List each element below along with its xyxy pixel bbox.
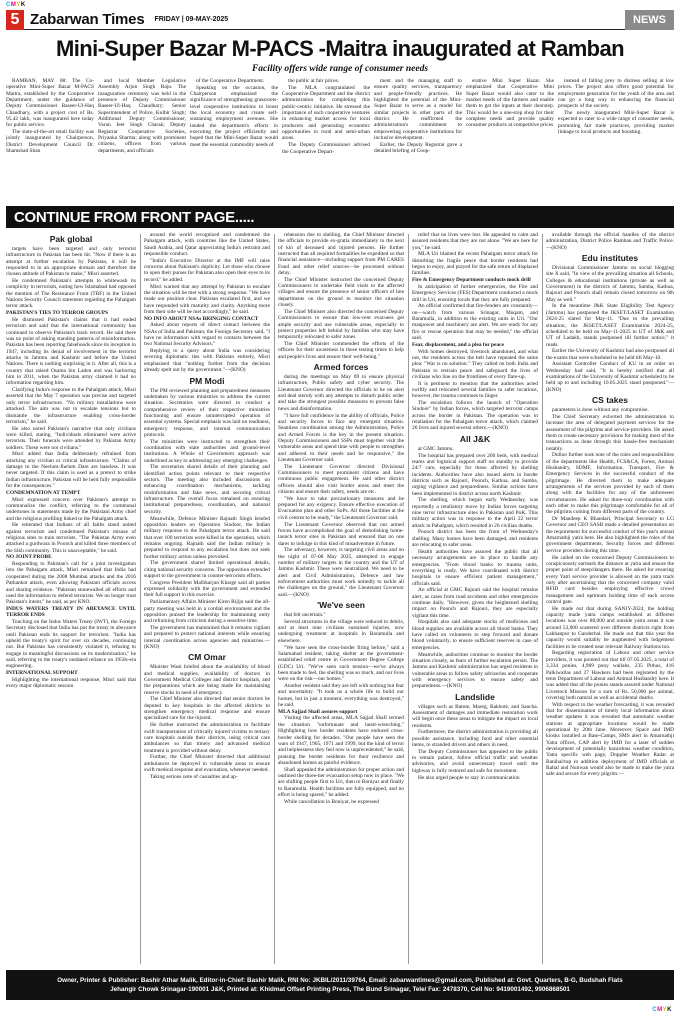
page-number: 5 <box>6 10 24 30</box>
imprint-line-2: Jehangir Chowk Srinagar-190001 J&K, Printed at: Khidmat Offset Printing Press, The Bund Srinagar, Tele/ Fax: 2478370, Cell No: 9419001492, 9906868501 <box>110 986 570 993</box>
continued-column-1: Pak global targets have been targeted and only terrorist infrastructure in Pakistan has been hit. "Now if there is an attempt at further escalation by Pakistan, it will be responded to in an appropriate domain and therefore the chosen attitude of Pakistan to make," Misri asserted. He condemned Pakistan's attempts to whitewash its complicity in terrorism, noting how Islamabad had opposed the mention of The Resistance Front (TRF) in the United Nations Security Council statement regarding the Pahalgam terror attack. PAKISTAN'S TIES TO TERROR GROUPS He dismissed Pakistan's claims that it had ended terrorism and said that the international community has continued to observe Pakistan's track record. He said there was no point of asking standing patterns of misinformation. Pakistan has been reporting falsehoods since its inception in 1947, including its denial of involvement in the terrorist attacks in Jammu and Kashmir and before the United Nations. There is nothing surprising in it. After all, this is a country that raised Osama bin Laden and was harboring him in 2011, when the Pakistan army claimed it had no information regarding him. Clarifying India's response to the Pahalgam attack, Misri asserted that the May 7 operation was precise and targeted only terror infrastructure. "No military installations were attacked. The aim was not to escalate tensions but to dismantle the infrastructure enabling cross-border terrorism," he said. He also noted Pakistan's narrative that only civilians were killed, stating, "Individuals eliminated were active terrorists. Their funerals were attended by Pakistan Army soldiers. These were not civilians." Misri added that India deliberately refrained from attacking any civilian or critical infrastructure. "Claims of damage to the Neelum-Jhelum Dam are baseless. It was never targeted. If this claim is used as a pretext to strike Indian infrastructure, Pakistan will be held fully responsible for the consequences." CONDEMNATION AT TEMPT Misri expressed concern over Pakistan's attempt to communalize the conflict, referring to the communal undertones in statements made by the Pakistani Army chief and the religious profiling linked to the Pahalgam attack. He reiterated that Indians of all faiths stand united against terrorism and condemned Pakistan's misuse of religious sites to train terrorists. "The Pakistan Army even attacked a gurdwara in Poonch and killed three members of the Sikh community. This is unacceptable," he said. NO JOINT PROBE Responding to Pakistan's call for a joint investigation into the Pahalgam attack, Misri remarked that India had cooperated during the 2008 Mumbai attacks and the 2016 Pathankot attack, even allowing Pakistani officials access and sharing evidence. "Pakistan stonewalled all efforts and used the information to defend terrorists. We no longer trust Pakistan's intent," he said, as per KNO. INDUS WATERS TREATY IN ABEYANCE UNTIL TERROR ENDS Touching on the Indus Waters Treaty (IWT), the Foreign Secretary disclosed that India has put the treaty in abeyance until Pakistan ends its support for terrorism. "India has upheld the treaty's spirit for over six decades, continuing not. But Pakistan has consistently violated it, refusing to engage in meaningful discussions on its modernization," he said, referring to the treaty's outdated reliance on 1950s-era engineering. INTERNATIONAL SUPPORT Highlighting the international response, Misri said that every major diplomatic session <box>6 234 136 690</box>
lead-subhead: Facility offers wide range of consumer needs <box>251 64 429 74</box>
story-heading-landslide: Landslide <box>455 691 495 702</box>
lead-column-2: and local Member Legislative Assembly Arjun Singh Raju. The inauguration ceremony was held in the presence of Deputy Commissioner Baseer-Ul-Haq Chaudhary; Senior Superintendent of Police, Kulbir Singh; Additional Deputy Commissioner, Varun Jeet Singh Charak; Deputy Registrar Cooperative Societies, Priyanka Sharma; along with prominent citizens, officers from various departments, and officials <box>98 78 186 154</box>
lead-column-5: ment and the managing staff to ensure quality services, transparency and people-friendly practices. He highlighted the potential of the Mini-Super Bazar to serve as a model for similar projects in other parts of the district. He reaffirmed the administration's commitment to empowering cooperative institutions for inclusive development. Earlier, the Deputy Registrar gave a detailed briefing of Coop- <box>374 78 462 155</box>
continued-column-2: around the world recognized and condemned the Pahalgam attack, with countries like the United States, Saudi Arabia, and Qatar appreciating India's restraint and responsible conduct. "India's Executive Director at the IMF will raise concerns about Pakistan's duplicity. Let those who choose to open their purses for Pakistan also open their eyes to its record," he added. Misri warned that any attempt by Pakistan to escalate the situation will be met with a strong response. "We have made our position clear. Pakistan escalated first, and we have responded with maturity and clarity. Anything more from their side will be met accordingly," he said. NO INFO ABOUT NSAs BRINGING CONTACT Asked about reports of direct contact between the NSAs of India and Pakistan, the Foreign Secretary said, "I have no information with regard to contacts between the two National Security Advisors." Replying to a query about India was considering severing diplomatic ties with Pakistan entirely, Misri emphasised that "nothing further from the decision already spelt out by the government."—(KNO) PM Modi The PM reviewed planning and preparedness measures undertaken by various ministries to address the current situation. Secretaries were directed to conduct a comprehensive review of their respective ministries functioning and ensure uninterrupted operation of essential systems. Special emphasis was laid on readiness, emergency response, and internal communication protocols. The ministries were instructed to strengthen their coordination with state authorities and ground-level institutions. A Whole of Government approach was underlined as key to addressing any emerging challenges. The secretaries shared details of their planning and identified action points relevant to their respective sectors. The meeting also included discussions on enhancing coordination mechanisms, tackling misinformation and fake news, and securing critical infrastructure. The overall focus remained on ensuring institutional preparedness, coordination, and national security. Meanwhile, Defence Minister Rajnath Singh briefed opposition leaders on Operation Sindoor, the Indian military response to the Pahalgam terror attack. He said that over 100 terrorists were killed in the operation, which remains ongoing. Rajnath said the Indian military is prepared to respond to any escalation but does not seek further military action unless provoked. The government shared limited operational details, citing national security concerns. The opposition extended support to the government in counter-terrorism efforts. Congress President Mallikarjun Kharge said all parties expressed solidarity with the government and extended their full support in this exercise. Parliamentary Affairs Minister Kiren Rijiju said the all-party meeting was held in a cordial environment and the opposition praised the leadership for maintaining unity and refraining from criticism during a sensitive time. The government has maintained that it remains vigilant and prepared to protect national interests while ensuring internal coordination across agencies and ministries.—(KNO) CM Omar Minister Wani briefed about the availability of blood and medical supplies, availability of doctors in Government Medical Colleges and district hospitals, and the preparations which are being made for maintaining reserve stocks in need of emergency. The Chief Minister also directed that senior doctors be deputed to key hospitals in the affected districts to strengthen emergency medical response and ensure specialized care for the injured. He further instructed the administration to facilitate swift transportation of critically injured victims to tertiary care hospitals outside their districts, using critical care ambulances so that timely and advanced medical treatment is provided without delay. Further, the Chief Minister directed that additional ambulances be deployed in vulnerable areas to ensure swift medical response and evacuation, whenever needed. Taking serious note of casualties and ap- <box>144 232 270 780</box>
lead-column-7: instead of falling prey to distress selling at low prices. The project also offers good potential for employment generation for the youth of the area and can go a long way in enhancing the financial prospects of the society. The newly inaugurated Mini-Super Bazar is expected to cater to a wide range of consumer needs, promoting fair trade practices, providing market linkage to local products and boosting. <box>558 78 674 136</box>
continued-column-4: relief that no lives were lost. He appealed to calm and assured residents that they are not alone. "We are here for you," he said. MLA Uri blamed the recent Pahalgam terror attack for disturbing the fragile peace that border residents had begun to enjoy, and prayed for the safe return of displaced families. Fire & Emergency Department conducts mock drill In anticipation of further emergencies, the Fire and Emergency Services (FES) Department conducted a mock drill in Uri, ensuring locals that they are fully prepared. An official confirmed that fire-fenders are constantly—on—watch from various Srinagar, Muqam, and Baramulla, in addition to the existing units in Uri. "Our manpower and machinery are alert. We are ready for any fire or rescue operation that may be needed," the official said. Fear, displacement, and a plea for peace With homes destroyed, livestock abandoned, and what not, the residents across the belt have repeated the same plea: "War is no solution." They called on both India and Pakistan to restrain peace and safeguard the lives of civilians who line on the frontlines of every flare-up. It is pertinent to mention that the authorities acted swiftly and relocated several families to safer locations, however, the trauma continues to linger. The escalation follows the launch of "Operation Sindoor" by Indian forces, which targeted terrorist camps across the border in Pakistan. The operation was in retaliation for the Pahalgam terror attack, which claimed 26 lives and injured several others.—(KNO) All J&K at GMC Jammu. The hospital has prepared over 200 beds, with medical teams and logistical support staff on standby to provide 24/7 care, especially for those affected by shelling incidents. Authorities have also issued alerts in border districts such as Rajouri, Poonch, Kathua, and Samba, urging vigilance and preparedness. Similar actions have been implemented in district across north Kashmir. The shelling, which began early Wednesday, was reportedly a retaliatory move by Indian forces targeting nine terror infrastructure sites in Pakistan and PoK. This military action was in response to the April 22 terror attack in Pahalgam, which resulted in 26 civilian deaths. Poonch district has been the front of Wednesday's shelling. Many homes have been damaged, and residents are relocating to safer areas. Health authorities have assured the public that all necessary arrangements are in place to handle any emergencies. "From blood banks to trauma units, everything is ready. We have coordinated with district hospitals to ensure efficient patient management," officials said. An official at GMC Rajouri said the hospital remains alert, as cases from road accidents and other emergencies continue daily. "However, given the heightened shelling impact on Poonch and Rajouri, they are especially vigilant this time. Hospitals also said adequate stocks of medicines and blood supplies are available across all blood banks. They have called on volunteers to step forward and donate blood voluntarily, to ensure sufficient reserves in case of emergencies. Meanwhile, authorities continue to monitor the border situation closely, as fears of further escalation persist. The Jammu and Kashmir administration has urged residents in vulnerable areas to follow safety advisories and cooperate with emergency services to ensure safety and preparedness.—(KNO) Landslide villages such as Batote, Mareg, Bakhote, and Sancha. Assessment of damages and immediate restoration work will begin once these areas to mitigate the impact on local residents. Furthermore, the district administration is providing all possible assistance, including food and other essential items, to stranded drivers and others in need. The Deputy Commissioner has appealed to the public to remain patient, follow official traffic and weather advisories, and avoid unnecessary travel until the highway is fully restored and safe for movement. He also urged people to stay in communication <box>412 232 538 781</box>
lead-column-4: the public at fair prices. The MLA congratulated the Cooperative Department and the district administration for completing this public-centric initiative. He stressed the importance of such cooperative ventures in enhancing market access for local producers and generating economic opportunities in rural and semi-urban areas. The Deputy Commissioner advised the Cooperative Depart- <box>282 78 370 155</box>
section-tag: NEWS <box>625 10 674 30</box>
story-heading-cs-takes: CS takes <box>592 395 628 406</box>
lead-column-3: of the Cooperative Department. Speaking on the occasion, the Chairperson emphasized the significance of strengthening grassroots-level cooperative institutions to boost the local economy and create self-sustaining employment avenues. She lauded the department's efforts in executing the project efficiently and hoped that the Mini-Super Bazar would meet the essential commodity needs of <box>190 78 278 148</box>
print-marks-top: CMYK <box>6 2 26 8</box>
story-heading-pak-global: Pak global <box>49 234 93 244</box>
continued-column-3: rehension due to shelling, the Chief Minister directed the officials to provide ex-gratia immediately to the next of kin of deceased and injured persons. He further instructed that all required formalities be expedited so that financial assistance—including support from PM CARES Fund and other relief sources—be processed without delay. The Chief Minister instructed the concerned Deputy Commissioners to undertake field visits to the affected villages and ensure the presence of senior officers of line departments on the ground to monitor the situation closely. The Chief Minister also directed the concerned Deputy Commissioners to ensure that low-rent evacuees get ample security and use vulnerable areas, especially to protect properties left behind by families who may have temporarily relocated to safer zones. The Chief Minister commended the efforts of the officers for their awareness in these testing times to help and people's lives and ensure their well-being." Armed forces during the meetings on May 09 to ensure physical infrastructure, Public safety and cyber security. The Lieutenant Governor directed the officials to be on alert and deal sternly with any attempts to disturb public order and take the strongest possible measures to prevent false news and disinformation. "I have full confidence in the ability of officials, Police and security forces to face any emergent situation. Seamless coordination among the Administration, Police and Armed Forces is the key in the present situation. Deputy Commissioners and SSPs must together visit the vulnerable areas and spend time with people to strengthen and adhered to their needs and be responsive," the Lieutenant Governor said. The Lieutenant Governor directed Divisional Commissioners to meet prominent citizens and have continuous public engagement. He said other district officers should also visit border areas and meet the citizens and ensure their safety, needs are etc. "We have to take precautionary measures and be prepared for any exigency. Ensure effective execution of Evacuation plan and other SoPs. All those facilities at the civil centres to be ready," the Lieutenant Governor said. The Lieutenant Governor observed that our armed forces have accomplished the goal of demolishing home-launch terror sites in Pakistan and ensured that no one dares to indulge in this kind of misadventure in future. The adversary, however, is targeting civil areas and on the night of 07-08 May 2025, attempted to engage number of military targets in the country and the UT of Jammu Kashmir. These were neutralized. We need to be alert and Civil Administration, Defence and law enforcement authorities must work unitedly to tackle all the challenges on the ground," the Lieutenant Governor said.—(KNO) 'We've seen that felt uncertain." Several structures in the village were reduced to debris, and at least nine civilians sustained injuries, now undergoing treatment at hospitals in Baramulla and elsewhere. "We have seen the cross-border firing before," said a Salamabad resident, taking shelter at the government-established relief centre in Government Degree College (GDC) Uri. "We've seen such tension—we've always been made to feel, the shelling was so much, and our lives were on the risk—our homes." Another resident said they are left with nothing but fear and uncertainty. "It took us a whole life to build our homes, but in just a moment, everything was destroyed," he said. MLA Sajjad Shafi assures support Visiting the affected areas, MLA Sajjad Shafi termed the situation "unfortunate and heart-wrenching." Highlighting how border residents have endured cross-border shelling for decades. "Our people have seen the wars of 1947, 1965, 1971 and 1999, but the kind of terror and helplessness they feel now is unprecedented," he said, praising the border residents for their resilience and abandoned homes as painful evidence. Shafi appealed the administration for proper action and outlined the three-tier evacuation setup now in place. "We are shifting people first to Uri, then to Boniyar and finally to Baramulla. Health facilities are fully equipped, and no effort is being spared," he added. While cancellation in Boniyar, he expressed <box>278 232 404 805</box>
lead-column-6: erative Mini Super Bazar. She emphasized that Cooperative Mini Super Bazar would also cater to the market needs of the farmers and enable them to get the inputs at their doorstep. This would be a one-stop shop for their complete needs and provide quality consumer products at competitive prices <box>466 78 554 129</box>
lead-column-1: RAMBAN, MAY 08: The Co-operative Mini-Super Bazar M-PACS Maitra, established by the Cooperative Department, under the guidance of Deputy Commissioner Baseer-Ul-Haq Chaudhary, with a project cost of Rs. 95.42 lakh, was inaugurated here today for public service. The state-of-the-art retail facility was jointly inaugurated by Chairperson, District Development Council Dr. Shamshad Shan <box>6 78 94 155</box>
issue-date: FRIDAY | 09-MAY-2025 <box>154 16 229 23</box>
story-heading-edu-institutes: Edu institutes <box>581 253 639 264</box>
story-heading-all-jk: All J&K <box>459 433 491 444</box>
lead-headline: Mini-Super Bazar M-PACS -Maitra inaugurated at Ramban <box>56 36 624 61</box>
masthead <box>6 10 674 30</box>
story-heading-armed-forces: Armed forces <box>313 362 369 373</box>
paper-name: Zabarwan Times <box>30 11 145 28</box>
imprint-footer <box>6 970 674 1000</box>
imprint-line-1: Owner, Printer & Publisher: Bashir Athar Malik, Editor-in-Chief: Bashir Malik, RNI No: JKBIL/2011/39764, Email: zabarwantimes@gmail.com, Published at: Govt. Quarters, B-G, Budshah Flats <box>57 977 623 984</box>
story-heading-pm-modi: PM Modi <box>189 375 225 386</box>
continued-column-5: available through the official handles of the district administration, District Police Ramban and Traffic Police.—(KNO) Edu institutes Divisional Commissioner Jammu on social blogging site X said, "In view of the prevailing situation all Schools, Colleges & educational institutions (private as well as Government) in the districts of Jammu, Samba, Kathua, Rajouri and Poonch shall remain closed tomorrow on 9th May as well." In the meantime J&K State Eligibility Test Agency (Jammu) has postponed the JKSET/LASET Examination 2024-25 slated for May-11. "Due to the prevailing situation, the JKSET/LASET Examination 2024-25, scheduled to be held on May-11-2025 in UT of J&K and UT of Ladakh, stands postponed till further notice," it reads. Earlier the University of Kashmir had also postponed all the exams that were scheduled to be held till May-10. Assistant Controller Conduct of KU in an order on Wednesday had said, "It is hereby notified that all examinations of the University of Kashmir scheduled to be held up to and including 10.05.2025 stand postponed."—(KNO) CS takes parameters is done without any compromise. The Chief Secretary exhorted the administration to increase the area of delegated payment services for the assessment of the pilgrims and service-providers. He asked them to create necessary provisions for making most of the transactions as done through this hassle-free mechanism notably. Dulloo further took note of the roles and responsibilities of the departments like Health, FCS&CA, Forest, Animal Husbandry, SDMF, Information, Transport, Fire & Emergency Services in the successful conduct of the pilgrimage. He directed them to make adequate arrangements of the services provided by each of them along with the facilities for any of the unforeseen circumstances. He asked for three-way coordination with each other to make this pilgrimage comfortable for all of the pilgrims coming from different parts of the country. Dr Mandeep K Bhandari, Principal Secretary to LG Governor and CEO SASB made a detailed presentation on the requirement for successful conduct of this year's annual Amarnathji yatra here. He also highlighted the roles of the government departments, Security forces and different service providers during this time. He called on the concerned Deputy Commissioners to conspicuously earmark the distance at yatra and ensure the proper point of steep/dangers there. He asked for ensuring every Yatri service provider is allowed on the yatra track only after ascertaining that the concerned company valid RFID card besides employing effective crowd management and optimum holding time of each access control gate. He made out that during SANJY-2024, the holding capacity made yatra camps established at different locations was over 88,000 and outside yatra areas it was around 53,000 scattered over different districts right from Lakhanpur to Ganderbal. He made out that this year the capacity would suitably be augmented with lodgement facilities to be created near relevant Railway Stations too. Regarding registration of Labour and other service providers, it was pointed out that till 07.05.2025, a total of 3,334 ponies, 4,989 pony wallahs, 235 Pithus, 416 Palkiwallas and 27 Hawkers had been registered by the tents Department of Labour and Animal Husbandry here. It was added that all the ponies stands assured under National Livestock Mission for a sum of Rs. 50,000 per animal, covering both natural as well as accidental deaths. With respect to the weather forecasting, it was revealed that for dissemination of timely local information about weather updates it was revealed that automatic weather stations at appropriate locations would be made operational by 20th June. Moreover, Space and IMD kiosks installed at Base-Camps, SMS alert in Amarnathji Yatra offices, CAP alert by IMD for a laser of sudden development of potentially hazardous weather condition, Yatra specific web page, Doppler Weather Radar at Banihal/top in addition deployment of IMD officials at Baltal and Nunwan would also be made to make the yatra safe and secure for every pilgrim.— <box>546 232 674 778</box>
story-heading-weve-seen: 'We've seen <box>317 600 365 611</box>
continue-band: CONTINUE FROM FRONT PAGE..... <box>6 206 674 228</box>
print-marks-bottom: CMYK <box>652 1007 672 1013</box>
story-heading-cm-omar: CM Omar <box>188 652 226 663</box>
